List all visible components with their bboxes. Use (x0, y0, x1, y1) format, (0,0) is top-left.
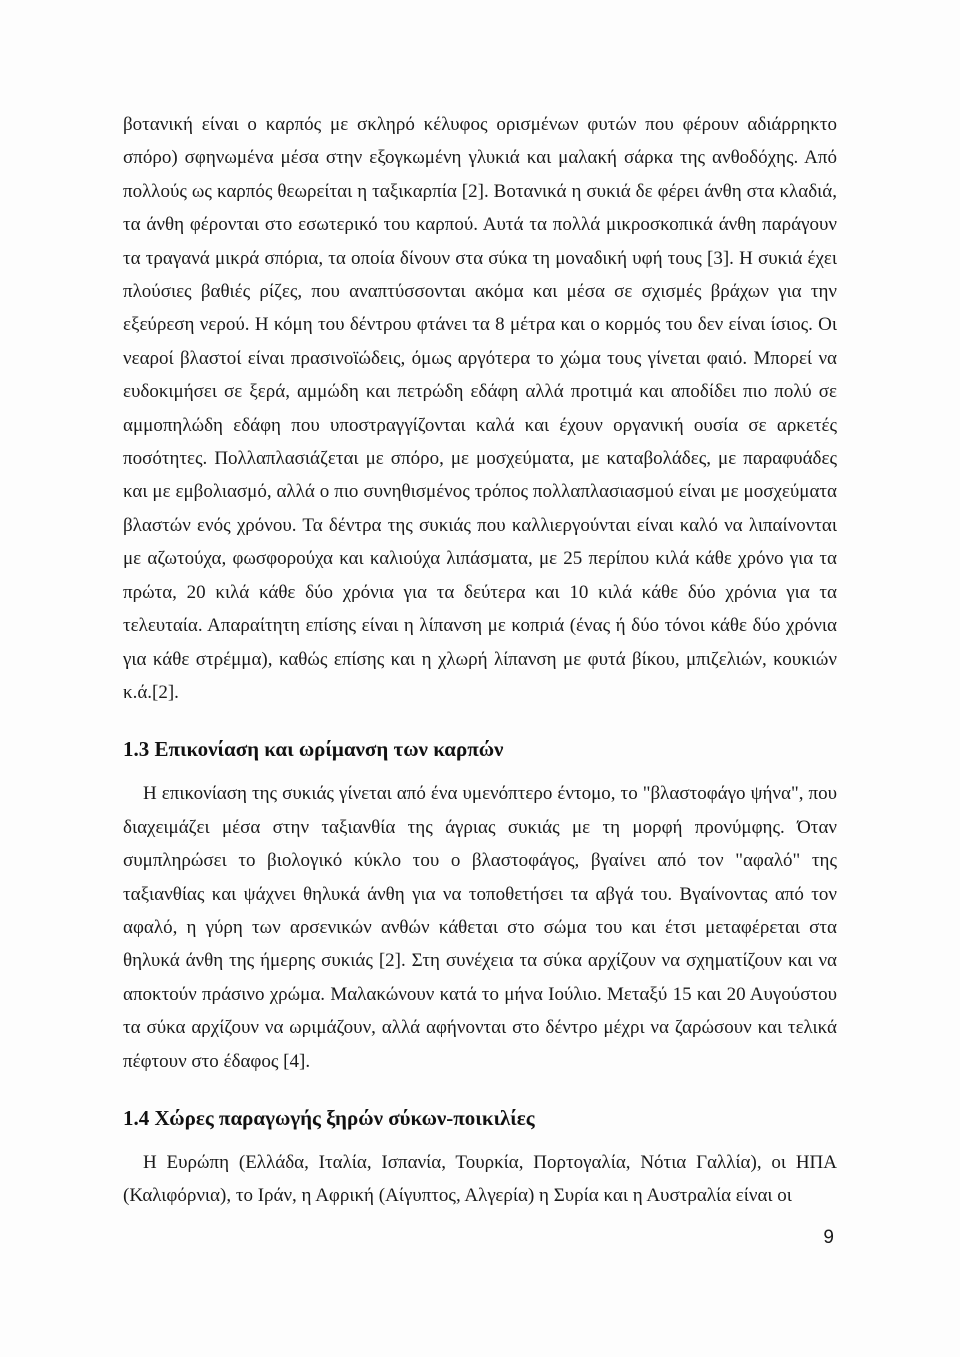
paragraph-production-countries: Η Ευρώπη (Ελλάδα, Ιταλία, Ισπανία, Τουρκία, Πορτογαλία, Νότια Γαλλία), οι ΗΠΑ (Καλιφόρνια), το Ιράν, η Αφρική (Αίγυπτος, Αλγερία) η Συρία και η Αυστραλία είναι οι (123, 1151, 837, 1207)
paragraph-pollination: Η επικονίαση της συκιάς γίνεται από ένα υμενόπτερο έντομο, το "βλαστοφάγο ψήνα", που διαχειμάζει μέσα στην ταξιανθία της άγριας συκιάς με τη μορφή προνύμφης. Όταν συμπληρώσει το βιολογικό κύκλο του ο βλαστοφάγος, βγαίνει από τον "αφαλό" της ταξιανθίας και ψάχνει θηλυκά άνθη για να τοποθετήσει τα αβγά του. Βγαίνοντας από τον αφαλό, η γύρη των αρσενικών ανθών κάθεται στο σώμα του και έτσι μεταφέρεται στα θηλυκά άνθη της ήμερης συκιάς [2]. Στη συνέχεια τα σύκα αρχίζουν να σχηματίζουν και να αποκτούν πράσινο χρώμα. Μαλακώνουν κατά το μήνα Ιούλιο. Μεταξύ 15 και 20 Αυγούστου τα σύκα αρχίζουν να ωριμάζουν, αλλά αφήνονται στο δέντρο μέχρι να ζαρώσουν και τελικά πέφτουν στο έδαφος [4]. (123, 783, 837, 1072)
page-content (123, 108, 837, 1213)
paragraph-fig-botany: βοτανική είναι ο καρπός με σκληρό κέλυφος ορισμένων φυτών που φέρουν αδιάρρηκτο σπόρο) σφηνωμένα μέσα στην εξογκωμένη γλυκιά και μαλακή σάρκα της ανθοδόχης. Από πολλούς ως καρπός θεωρείται η ταξικαρπία [2]. Βοτανικά η συκιά δε φέρει άνθη στα κλαδιά, τα άνθη φέρονται στο εσωτερικό του καρπού. Αυτά τα πολλά μικροσκοπικά άνθη παράγουν τα τραγανά μικρά σπόρια, τα οποία δίνουν στα σύκα τη μοναδική υφή τους [3]. Η συκιά έχει πλούσιες βαθιές ρίζες, που αναπτύσσονται ακόμα και μέσα σε σχισμές βράχων για την εξεύρεση νερού. Η κόμη του δέντρου φτάνει τα 8 μέτρα και ο κορμός του δεν είναι ίσιος. Οι νεαροί βλαστοί είναι πρασινοϊώδεις, όμως αργότερα το χώμα τους γίνεται φαιό. Μπορεί να ευδοκιμήσει σε ξερά, αμμώδη και πετρώδη εδάφη αλλά προτιμά και αποδίδει πιο πολύ σε αμμοπηλώδη εδάφη που υποστραγγίζονται καλά και έχουν οργανική ουσία σε αρκετές ποσότητες. Πολλαπλασιάζεται με σπόρο, με μοσχεύματα, με καταβολάδες, με παραφυάδες και με εμβολιασμό, αλλά ο πιο συνηθισμένος τρόπος πολλαπλασιασμού είναι με μοσχεύματα βλαστών ενός χρόνου. Τα δέντρα της συκιάς που καλλιεργούνται είναι καλό να λιπαίνονται με αζωτούχα, φωσφορούχα και καλιούχα λιπάσματα, με 25 περίπου κιλά κάθε χρόνο για τα πρώτα, 20 κιλά κάθε δύο χρόνια για τα δεύτερα και 10 κιλά κάθε δύο χρόνια για τα τελευταία. Απαραίτητη επίσης είναι η λίπανση με κοπριά (ένας ή δύο τόνοι κάθε δύο χρόνια για κάθε στρέμμα), καθώς επίσης και η χλωρή λίπανση με φυτά βίκου, μπιζελιών, κουκιών κ.ά.[2]. (123, 114, 837, 703)
page-number: 9 (823, 1227, 834, 1248)
section-heading-pollination: 1.3 Επικονίαση και ωρίμανση των καρπών (123, 737, 504, 762)
section-heading-production-countries: 1.4 Χώρες παραγωγής ξηρών σύκων-ποικιλίες (123, 1105, 535, 1130)
